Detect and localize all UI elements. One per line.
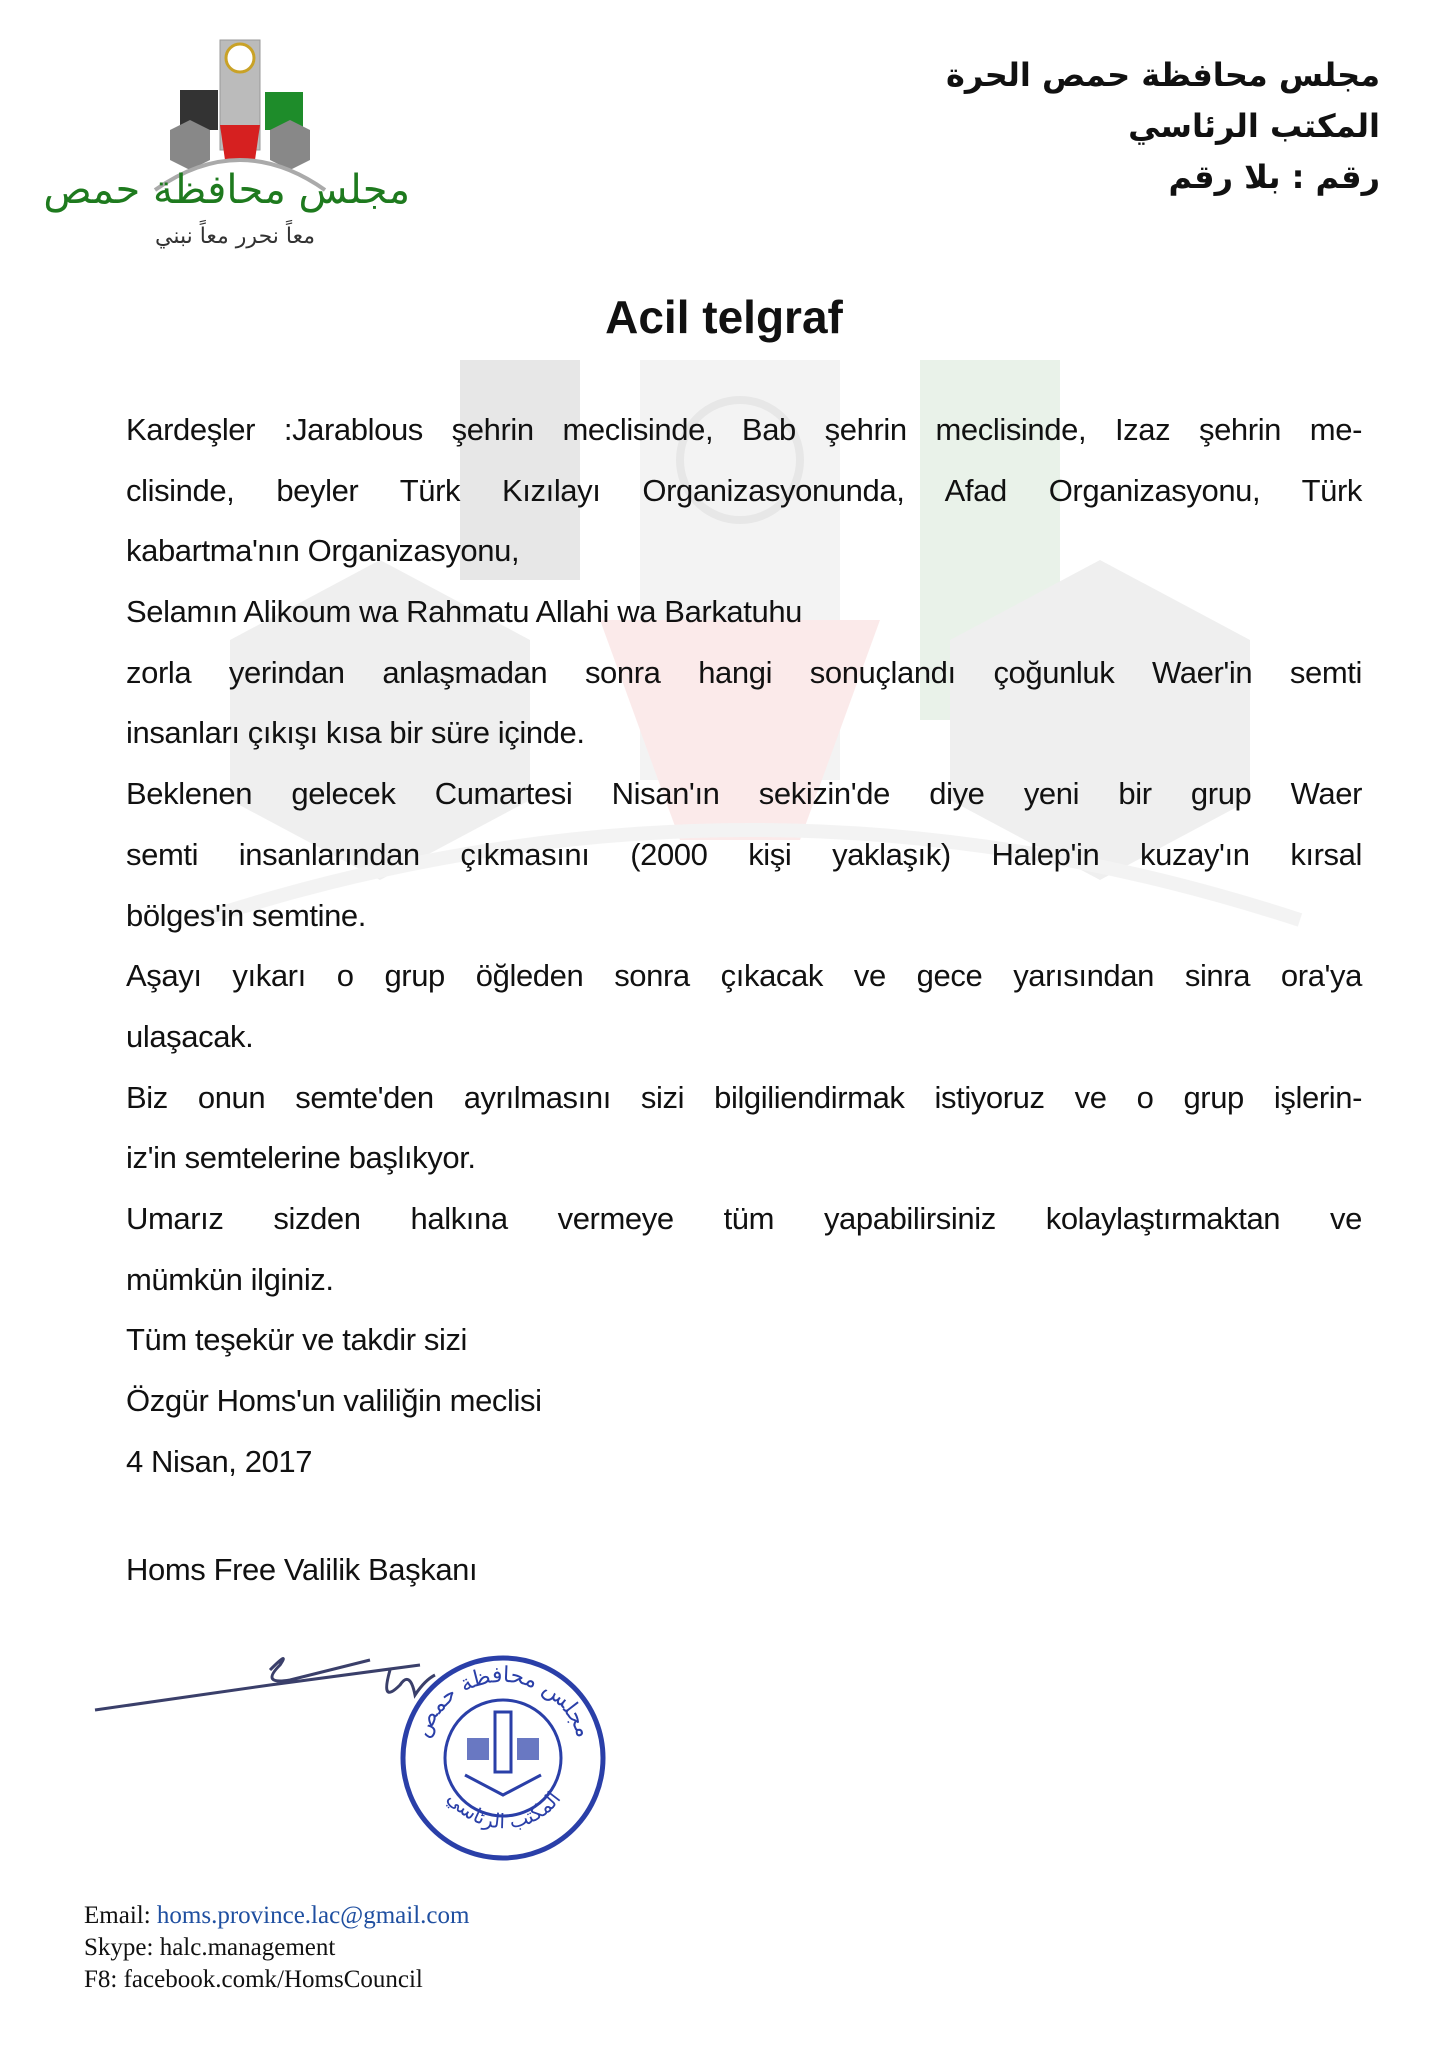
body-line: Selamın Alikoum wa Rahmatu Allahi wa Barkatuhu xyxy=(126,594,803,630)
header-council: مجلس محافظة حمص الحرة xyxy=(945,56,1380,94)
body-line: Umarız sizden halkına vermeye tüm yapabilirsiniz kolaylaştırmaktan ve xyxy=(126,1200,1362,1236)
header-number: رقم : بلا رقم xyxy=(1168,158,1380,196)
body-line: clisinde, beyler Türk Kızılayı Organizasyonunda, Afad Organizasyonu, Türk xyxy=(126,472,1362,508)
body-line: Beklenen gelecek Cumartesi Nisan'ın sekizin'de diye yeni bir grup Waer xyxy=(126,776,1362,812)
body-line: kabartma'nın Organizasyonu, xyxy=(126,533,520,569)
body-line: Biz onun semte'den ayrılmasını sizi bilgiliendirmak istiyoruz ve o grup işlerin- xyxy=(126,1079,1362,1115)
body-line: insanları çıkışı kısa bir süre içinde. xyxy=(126,715,585,751)
signatory-title: Homs Free Valilik Başkanı xyxy=(126,1552,478,1587)
body-line: iz'in semtelerine başlıkyor. xyxy=(126,1140,476,1176)
facebook-url: facebook.comk/HomsCouncil xyxy=(123,1966,423,1993)
body-line: bölges'in semtine. xyxy=(126,897,366,933)
skype-label: Skype: xyxy=(84,1934,154,1961)
body-line: Tüm teşekür ve takdir sizi xyxy=(126,1322,468,1358)
svg-text:مجلس محافظة حمص xyxy=(410,1663,596,1741)
body-line: zorla yerindan anlaşmadan sonra hangi sonuçlandı çoğunluk Waer'in semti xyxy=(126,654,1362,690)
body-line: Aşayı yıkarı o grup öğleden sonra çıkacak ve gece yarısından sinra ora'ya xyxy=(126,958,1362,994)
body-line: semti insanlarından çıkmasını (2000 kişi yaklaşık) Halep'in kuzay'ın kırsal xyxy=(126,836,1362,872)
header-office: المكتب الرئاسي xyxy=(1128,107,1380,145)
contact-footer xyxy=(84,1900,469,1996)
letterhead xyxy=(946,50,1380,203)
stamp-bottom-text: المكتب الرئاسي xyxy=(442,1786,566,1834)
facebook-line xyxy=(84,1964,469,1996)
logo-name: مجلس محافظة حمص xyxy=(43,167,410,213)
body-line: Kardeşler :Jarablous şehrin meclisinde, Bab şehrin meclisinde, Izaz şehrin me- xyxy=(126,412,1362,447)
email-label: Email: xyxy=(84,1902,151,1929)
official-stamp xyxy=(395,1650,610,1865)
body-line: Özgür Homs'un valiliğin meclisi xyxy=(126,1383,542,1418)
email-line xyxy=(84,1900,469,1932)
council-logo xyxy=(43,30,440,250)
logo-slogan: معاً نحرر معاً نبني xyxy=(154,224,315,249)
skype-line xyxy=(84,1932,469,1964)
facebook-label: F8: xyxy=(84,1966,118,1993)
skype-id: halc.management xyxy=(159,1934,336,1961)
body-line: ulaşacak. xyxy=(126,1018,254,1054)
stamp-top-text: مجلس محافظة حمص xyxy=(409,1662,597,1741)
body-line: 4 Nisan, 2017 xyxy=(126,1443,313,1479)
letter-body xyxy=(126,400,1362,1492)
body-line: mümkün ilginiz. xyxy=(126,1261,334,1297)
document-title: Acil telgraf xyxy=(605,291,843,343)
email-link[interactable]: homs.province.lac@gmail.com xyxy=(156,1902,470,1929)
